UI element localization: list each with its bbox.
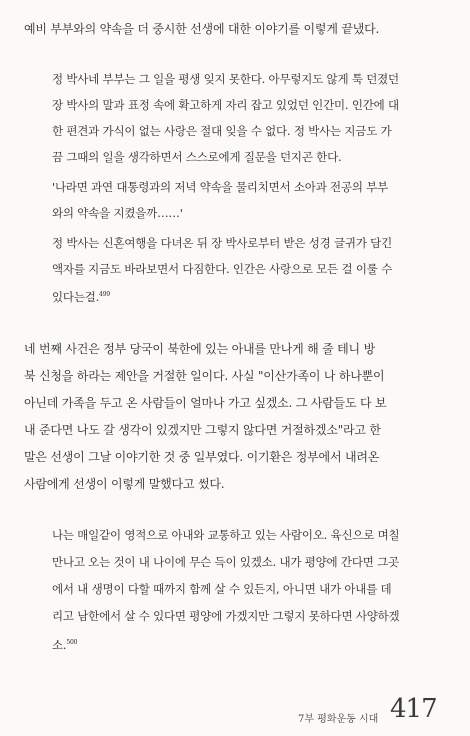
body-line: 네 번째 사건은 정부 당국이 북한에 있는 아내를 만나게 해 줄 테니 방 [24, 342, 375, 356]
quote1-line: 액자를 지금도 바라보면서 다짐한다. 인간은 사랑으로 모든 걸 이룰 수 [52, 262, 393, 276]
running-footer-section: 7부 평화운동 시대 [298, 714, 379, 725]
quote2-last-line [52, 636, 77, 652]
quote1-last-line [52, 288, 110, 304]
quote2-line: 소. [52, 637, 67, 652]
footnote-marker: 500 [66, 639, 78, 646]
quote1-line: '나라면 과연 대통령과의 저녁 약속을 물리치면서 소아과 전공의 부부 [52, 180, 389, 194]
quote1-line: 한 편견과 가식이 없는 사랑은 절대 잊을 수 없다. 정 박사는 지금도 가 [52, 124, 392, 138]
quote1-line: 끔 그때의 일을 생각하면서 스스로에게 질문을 던지곤 한다. [52, 150, 342, 164]
quote2-line: 만나고 오는 것이 내 나이에 무슨 득이 있겠소. 내가 평양에 간다면 그곳 [52, 555, 399, 569]
footnote-marker: 499 [99, 291, 110, 298]
page-number: 417 [390, 694, 437, 724]
body-line: 사람에게 선생이 이렇게 말했다고 썼다. [24, 477, 225, 491]
quote2-line: 나는 매일같이 영적으로 아내와 교통하고 있는 사람이오. 육신으로 며칠 [52, 528, 400, 542]
body-line: 아닌데 가족을 두고 온 사람들이 얼마나 가고 싶겠소. 그 사람들도 다 보 [24, 396, 387, 410]
quote1-line: 정 박사는 신혼여행을 다녀온 뒤 장 박사로부터 받은 성경 글귀가 담긴 [52, 236, 393, 250]
quote1-line: 와의 약속을 지켰을까……' [52, 206, 183, 220]
body-line: 말은 선생이 그날 이야기한 것 중 일부였다. 이기환은 정부에서 내려온 [24, 450, 380, 464]
body-line: 북 신청을 하라는 제안을 거절한 일이다. 사실 "이산가족이 나 하나뿐이 [24, 369, 385, 383]
intro-line: 예비 부부와의 약속을 더 중시한 선생에 대한 이야기를 이렇게 끝냈다. [24, 22, 380, 36]
body-line: 내 준다면 나도 갈 생각이 있겠지만 그렇지 않다면 거절하겠소"라고 한 [24, 423, 381, 437]
quote1-line: 있다는걸. [52, 289, 100, 304]
quote1-line: 정 박사네 부부는 그 일을 평생 잊지 못한다. 아무렇지도 않게 툭 던졌던 [52, 72, 399, 86]
quote2-line: 리고 남한에서 살 수 있다면 평양에 가겠지만 그렇지 못하다면 사양하겠 [52, 609, 400, 623]
quote2-line: 에서 내 생명이 다할 때까지 함께 살 수 있든지, 아니면 내가 아내를 데 [52, 582, 392, 596]
quote1-line: 장 박사의 말과 표정 속에 확고하게 자리 잡고 있었던 인간미. 인간에 대 [52, 98, 399, 112]
